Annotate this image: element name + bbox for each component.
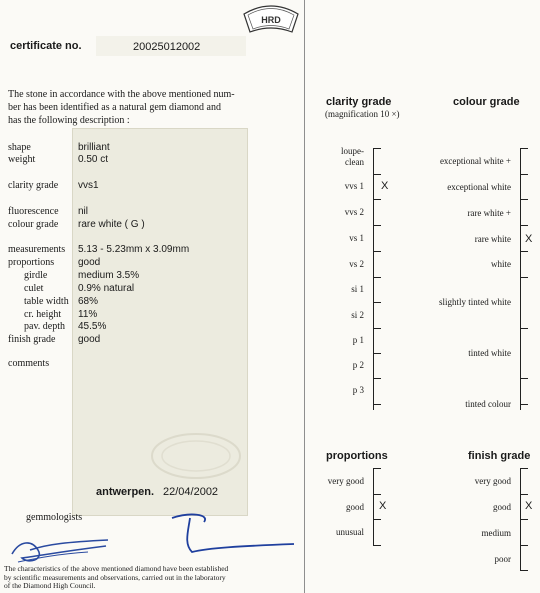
- scale-tick: [520, 378, 528, 379]
- girdle-value: medium 3.5%: [78, 270, 140, 281]
- scale-tick: [520, 148, 528, 149]
- proportions-grade-label: unusual: [336, 527, 364, 537]
- signature-2: [160, 508, 300, 560]
- culet-label: culet: [24, 283, 44, 294]
- scale-tick: [520, 251, 528, 252]
- scale-tick: [520, 570, 528, 571]
- clarity-grade-label: loupe-: [341, 146, 364, 156]
- colour-scale-title: colour grade: [453, 96, 520, 108]
- intro-line: ber has been identified as a natural gem diamond and: [8, 102, 221, 113]
- scale-tick: [520, 545, 528, 546]
- girdle-label: girdle: [24, 270, 48, 281]
- colour-grade-label: rare white +: [467, 208, 511, 218]
- colour-grade-label: slightly tinted white: [439, 297, 511, 307]
- scale-tick: [520, 277, 528, 278]
- scale-tick: [373, 404, 381, 405]
- hrd-logo: [240, 4, 302, 36]
- clarity-selected-mark: X: [381, 180, 389, 192]
- clarity-grade-label: p 3: [352, 385, 364, 395]
- gemmologists-label: gemmologists: [26, 512, 83, 523]
- finish-value: good: [78, 334, 101, 345]
- scale-tick: [520, 519, 528, 520]
- colour-label: colour grade: [8, 219, 59, 230]
- colour-selected-mark: X: [525, 233, 533, 245]
- finish-scale-title: finish grade: [468, 450, 531, 462]
- scale-tick: [373, 148, 381, 149]
- clarity-scale-subtitle: (magnification 10 ×): [325, 109, 400, 119]
- colour-value: rare white ( G ): [78, 219, 145, 230]
- table-width-value: 68%: [78, 296, 99, 307]
- clarity-scale-title: clarity grade: [326, 96, 392, 108]
- clarity-grade-label: si 2: [351, 310, 364, 320]
- clarity-grade-label: vs 1: [349, 233, 364, 243]
- proportions-grade-label: good: [346, 502, 364, 512]
- proportions-label: proportions: [8, 257, 55, 268]
- crown-height-label: cr. height: [24, 309, 62, 320]
- colour-grade-label: tinted colour: [465, 399, 511, 409]
- scale-tick: [373, 199, 381, 200]
- clarity-grade-label: si 1: [351, 284, 364, 294]
- place: antwerpen.: [96, 486, 155, 498]
- scale-tick: [520, 174, 528, 175]
- measurements-value: 5.13 - 5.23mm x 3.09mm: [78, 244, 190, 255]
- scale-tick: [373, 225, 381, 226]
- scale-tick: [373, 494, 381, 495]
- svg-text:HRD: HRD: [261, 15, 281, 25]
- fluorescence-value: nil: [78, 206, 89, 217]
- clarity-grade-label: clean: [345, 157, 364, 167]
- weight-label: weight: [8, 154, 36, 165]
- scale-tick: [373, 378, 381, 379]
- scale-tick: [520, 494, 528, 495]
- clarity-grade-label: p 2: [352, 360, 364, 370]
- colour-grade-label: exceptional white: [447, 182, 511, 192]
- clarity-value: vvs1: [78, 180, 99, 191]
- finish-label: finish grade: [8, 334, 56, 345]
- scale-tick: [373, 353, 381, 354]
- footer-note: [4, 565, 228, 591]
- weight-value: 0.50 ct: [78, 154, 109, 165]
- crown-height-value: 11%: [78, 309, 98, 320]
- column-divider: [304, 0, 305, 593]
- intro-line: has the following description :: [8, 115, 130, 126]
- shape-value: brilliant: [78, 142, 110, 153]
- finish-grade-label: very good: [474, 476, 511, 486]
- finish-grade-label: good: [493, 502, 511, 512]
- scale-tick: [373, 251, 381, 252]
- proportions-grade-label: very good: [327, 476, 364, 486]
- footer-line: of the Diamond High Council.: [4, 581, 96, 590]
- proportions-scale-title: proportions: [326, 450, 388, 462]
- proportions-value: good: [78, 257, 101, 268]
- finish-selected-mark: X: [525, 500, 533, 512]
- culet-value: 0.9% natural: [78, 283, 135, 294]
- clarity-grade-label: p 1: [352, 335, 364, 345]
- embossed-seal-icon: [148, 430, 244, 480]
- finish-grade-label: medium: [481, 528, 511, 538]
- scale-tick: [373, 302, 381, 303]
- scale-tick: [373, 174, 381, 175]
- finish-grade-label: poor: [494, 554, 511, 564]
- colour-scale-line: [520, 148, 521, 410]
- pavilion-depth-value: 45.5%: [78, 321, 107, 332]
- clarity-grade-label: vvs 1: [344, 181, 364, 191]
- scale-tick: [520, 225, 528, 226]
- scale-tick: [520, 468, 528, 469]
- scale-tick: [520, 328, 528, 329]
- clarity-scale-line: [373, 148, 374, 410]
- scale-tick: [520, 404, 528, 405]
- clarity-label: clarity grade: [8, 180, 59, 191]
- footer-line: The characteristics of the above mentioned diamond have been established: [4, 564, 229, 573]
- signature-1: [8, 520, 118, 570]
- colour-grade-label: white: [491, 259, 511, 269]
- fluorescence-label: fluorescence: [8, 206, 59, 217]
- colour-grade-label: tinted white: [468, 348, 511, 358]
- colour-grade-label: rare white: [474, 234, 511, 244]
- proportions-scale-line: [373, 468, 374, 545]
- table-width-label: table width: [24, 296, 69, 307]
- comments-label: comments: [8, 358, 50, 369]
- scale-tick: [520, 199, 528, 200]
- colour-grade-label: exceptional white +: [439, 156, 511, 166]
- scale-tick: [373, 545, 381, 546]
- intro-line: The stone in accordance with the above mentioned num-: [8, 89, 235, 100]
- proportions-selected-mark: X: [379, 500, 387, 512]
- measurements-label: measurements: [8, 244, 66, 255]
- clarity-grade-label: vvs 2: [344, 207, 364, 217]
- scale-tick: [373, 519, 381, 520]
- certificate-number: 20025012002: [133, 41, 201, 53]
- scale-tick: [373, 277, 381, 278]
- date: 22/04/2002: [163, 486, 219, 498]
- footer-line: by scientific measurements and observations, carried out in the laboratory: [4, 572, 226, 582]
- scale-tick: [373, 328, 381, 329]
- clarity-grade-label: vs 2: [349, 259, 364, 269]
- scale-tick: [373, 468, 381, 469]
- shape-label: shape: [8, 142, 31, 153]
- intro-text: [8, 88, 235, 127]
- pavilion-depth-label: pav. depth: [24, 321, 66, 332]
- certificate-label: certificate no.: [10, 40, 82, 52]
